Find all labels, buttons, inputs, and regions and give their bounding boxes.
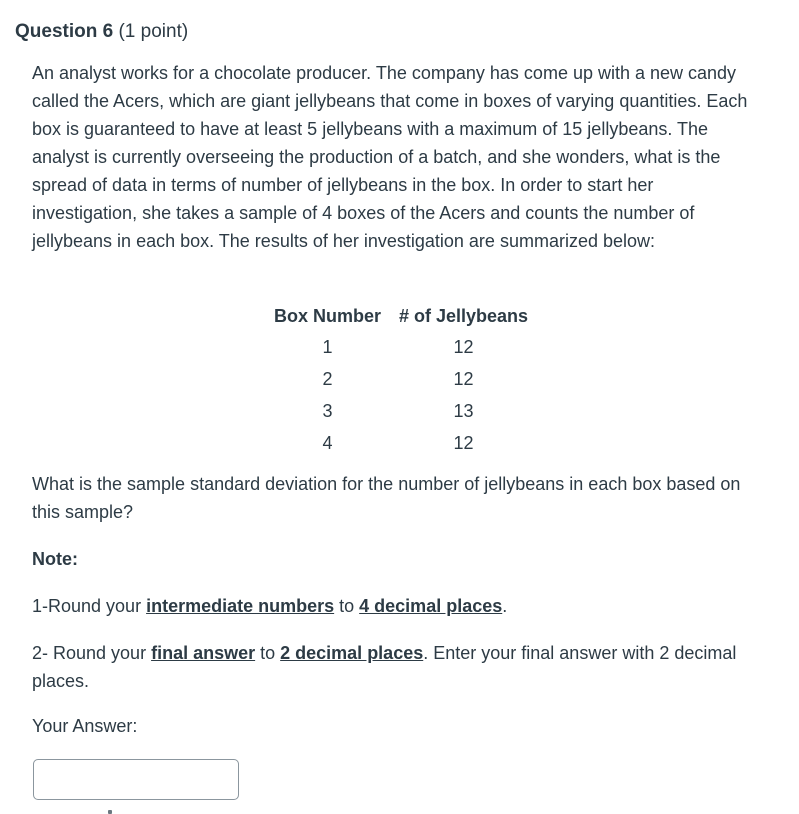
jellybean-count-cell: 12 [453, 336, 474, 357]
rule-emphasis: final answer [151, 643, 256, 663]
rule-emphasis: 2 decimal places [280, 643, 424, 663]
table-row [260, 395, 532, 427]
rule-text: to [255, 643, 281, 663]
table-row [260, 427, 532, 459]
box-number-cell: 3 [322, 400, 333, 421]
question-title: Question 6 [15, 21, 114, 42]
column-header-box-number: Box Number [273, 305, 381, 326]
table-row [260, 331, 532, 363]
answer-label: Your Answer: [32, 716, 138, 736]
question-text: What is the sample standard deviation for the number of jellybeans in each box based on this sample? [32, 474, 741, 522]
answer-input[interactable] [33, 759, 239, 800]
column-header-jellybeans: # of Jellybeans [399, 305, 529, 326]
rule-text: 1-Round your [32, 596, 147, 616]
rule-text: . [502, 596, 508, 616]
table-row [260, 363, 532, 395]
note-label: Note: [32, 549, 78, 569]
next-element-edge [108, 810, 112, 814]
box-number-cell: 2 [322, 368, 333, 389]
question-header [15, 20, 188, 44]
box-number-cell: 1 [322, 336, 333, 357]
rounding-rule-1 [32, 592, 507, 620]
question-prompt: An analyst works for a chocolate producer. The company has come up with a new candy called the Acers, which are giant jellybeans that come in boxes of varying quantities. Each box is guaranteed to have at least 5 jellybeans with a maximum of 15 jellybeans. The analyst is currently overseeing the production of a batch, and she wonders, what is the spread of data in terms of number of jellybeans in the box. In order to start her investigation, she takes a sample of 4 boxes of the Acers and counts the number of jellybeans in each box. The results of her investigation are summarized below: [32, 63, 748, 251]
rule-text: 2- Round your [32, 643, 152, 663]
question-points: (1 point) [118, 21, 189, 42]
rule-text: to [334, 596, 360, 616]
table-header-row [260, 301, 532, 331]
jellybean-count-cell: 13 [453, 400, 474, 421]
rule-text: . Enter your final answer with 2 decimal places. [32, 643, 737, 691]
jellybean-count-cell: 12 [453, 432, 474, 453]
jellybean-table [260, 301, 532, 459]
rule-emphasis: intermediate numbers [146, 596, 335, 616]
rule-emphasis: 4 decimal places [359, 596, 503, 616]
jellybean-count-cell: 12 [453, 368, 474, 389]
rounding-rule-2 [32, 639, 752, 695]
box-number-cell: 4 [322, 432, 333, 453]
